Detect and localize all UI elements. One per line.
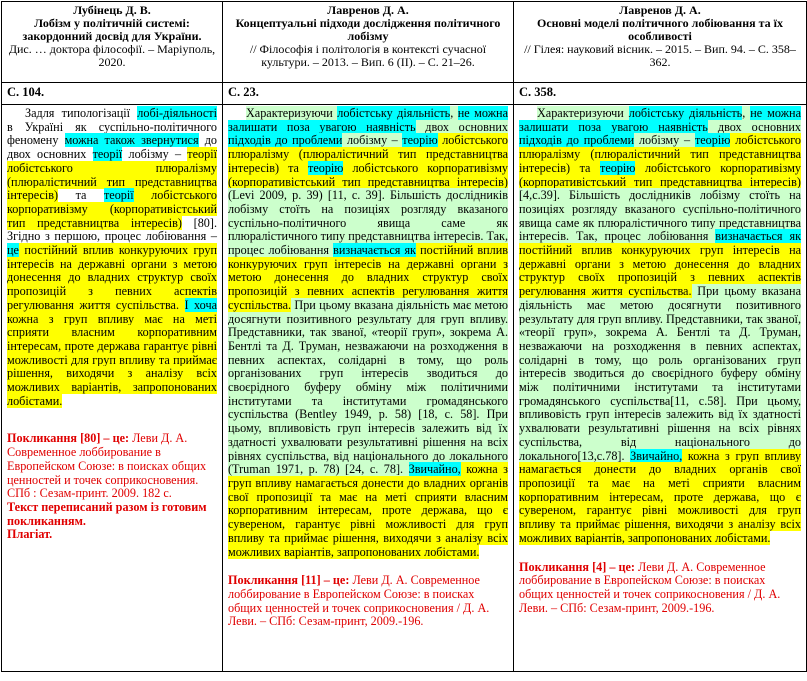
- plagiarism-note: Текст переписаний разом із готовим покликанням.: [7, 499, 207, 528]
- text-segment: лобізму –: [634, 133, 695, 148]
- text-paragraph: [519, 107, 801, 546]
- text-segment: ,: [742, 106, 751, 120]
- footnote: [228, 574, 508, 629]
- text-segment: Звичайно,: [408, 462, 461, 477]
- text-segment: При цьому вказана діяльність має метою досягнути позитивного результату для груп впливу. Представники, так званої, «теорії груп», зокрема А. Бентлі та Д. Труман, незважаючи на розходження в певних аспектах, солідарні в тому, що роль організованих груп інтересів зводиться до своєрідного буферу обміну між політичними інститутами та інститутами громадянського суспільства[11, с.58]. При цьому, впливовість груп інтересів залежить від їх здатності ухвалювати результативні рішення на всіх рівнях суспільства, від національного до локального[13,с.78].: [519, 284, 801, 463]
- text-paragraph: [7, 107, 217, 408]
- footnote-label: Покликання [4] – це:: [519, 559, 635, 574]
- text-segment: та: [58, 188, 104, 203]
- page-number: С. 23.: [223, 83, 514, 105]
- text-segment: Характеризуючи: [537, 106, 629, 120]
- footnote: [519, 561, 801, 616]
- text-segment: кожна з груп впливу намагається донести до владних органів свої пропозиції та має на меті сприяти власним корпоративним інтересам, проте держава, що є сувереном, гарантує рівні можливості для груп впливу та приймає рішення, виходячи з аналізу всіх можливих варіантів, запропонованих лобістами.: [519, 448, 801, 545]
- text-segment: [4,с.39]. Більшість дослідників лобізму стоїть на позиціях розгляду вказаного суспільно-політичного явища саме як плюралістичного типу представництва інтересів. Так, процес лобіювання: [519, 188, 801, 244]
- text-segment: постійний вплив конкуруючих груп інтересів на державні органи з метою донесення до владних структур своїх пропозицій з певних аспектів регулювання життя суспільства.: [7, 243, 217, 312]
- work-source: // Гілея: науковий вісник. – 2015. – Вип. 94. – С. 358–362.: [524, 42, 796, 69]
- footnote-label: Покликання [11] – це:: [228, 573, 350, 588]
- text-segment: (Levi 2009, p. 39) [11, с. 39]. Більшість дослідників лобізму стоїть на позиціях розгляду вказаного суспільно-політичного явища саме як плюралістичного типу представництва інтересів. Так, процес лобіювання: [228, 188, 508, 258]
- page-row: [2, 83, 807, 105]
- text-segment: лобістського корпоративізму (корпоративістський тип представництва інтересів): [228, 160, 508, 189]
- text-row: [2, 105, 807, 672]
- work-title: Основні моделі політичного лобіювання та їх особливості: [536, 16, 783, 43]
- header-cell-2: [223, 2, 514, 83]
- text-segment: [80]. Згідно з першою, процес лобіювання –: [7, 215, 217, 244]
- comparison-table: [1, 1, 807, 672]
- footnote-reference: Леви Д. А. Современное лоббирование в Европейском Союзе: в поисках общих ценностей и точек соприкосновения. СПб : Сезам-принт. 2009. 182 с.: [7, 431, 207, 501]
- text-segment: теорію: [308, 160, 344, 175]
- text-segment: можна також звернутися: [64, 133, 199, 148]
- author: Лавренов Д. А.: [327, 3, 409, 17]
- text-segment: лобізму –: [342, 133, 403, 148]
- text-segment: це: [7, 243, 19, 258]
- header-row: [2, 2, 807, 83]
- text-segment: теорію: [694, 133, 731, 148]
- text-segment: не можна залишати поза увагою наявність: [519, 106, 801, 134]
- text-paragraph: [228, 107, 508, 559]
- header-cell-3: [514, 2, 807, 83]
- text-segment: теорії: [92, 147, 123, 162]
- work-source: Дис. … доктора філософії. – Маріуполь, 2020.: [8, 42, 216, 69]
- text-segment: лобізму –: [122, 147, 188, 162]
- text-segment: лобістського плюралізму (плюралістичний тип представництва інтересів) та: [519, 133, 801, 175]
- text-segment: лобістського плюралізму (плюралістичний тип представництва інтересів) та: [228, 133, 508, 175]
- text-segment: визначається як: [715, 229, 801, 244]
- text-segment: підходів до проблеми: [228, 133, 343, 148]
- text-segment: лобістську діяльність: [337, 106, 451, 120]
- highlighted-text: [7, 107, 217, 408]
- text-cell-2: [223, 105, 514, 672]
- text-segment: теорію: [600, 160, 636, 175]
- text-segment: При цьому вказана діяльність має метою досягнути позитивного результату для груп впливу. Представники, так званої, «теорії груп», зокрема А. Бентлі та Д. Труман, незважаючи на розходження в певних аспектах, солідарні в тому, що роль організованих груп інтересів зводиться до своєрідного буферу обміну між політичними інститутами та інститутами громадянського суспільства (Bentley 1949, p. 58) [18, с. 58]. При цьому, впливовість груп інтересів залежить від їх здатності ухвалювати результативні рішення на всіх рівнях суспільства, від національного до локального (Truman 1971, p. 78) [24, с. 78].: [228, 297, 508, 477]
- text-segment: постійний вплив конкуруючих груп інтересів на державні органи з метою донесення до владних структур своїх пропозицій з певних аспектів регулювання життя суспільства.: [228, 243, 508, 312]
- text-segment: лобі-діяльності: [137, 106, 217, 120]
- text-segment: двох основних: [707, 119, 801, 134]
- page-number: С. 358.: [514, 83, 807, 105]
- text-segment: Характеризуючи: [246, 106, 338, 120]
- page-number: С. 104.: [2, 83, 223, 105]
- text-cell-3: [514, 105, 807, 672]
- text-segment: постійний вплив конкуруючих груп інтересів на державні органи з метою донесення до владних структур своїх пропозицій з певних аспектів регулювання життя суспільства.: [519, 243, 801, 299]
- text-segment: ,: [450, 106, 458, 120]
- work-title: Лобізм у політичній системі: закордонний досвід для України.: [22, 16, 202, 43]
- text-segment: лобістського корпоративізму (корпоративістський тип представництва інтересів): [7, 188, 217, 230]
- highlighted-text: [519, 107, 801, 546]
- work-title: Концептуальні підходи дослідження політичного лобізму: [235, 16, 501, 43]
- text-segment: лобістську діяльність: [628, 106, 743, 120]
- text-segment: Задля типологізації: [25, 106, 138, 120]
- text-segment: теорії лобістського плюралізму (плюралістичний тип представництва інтересів): [7, 147, 217, 203]
- text-segment: до двох основних: [7, 133, 217, 162]
- footnote-reference: Леви Д. А. Современное лоббирование в Европейском Союзе: в поисках общих ценностей и точек соприкосновения / Д. А. Леви. – СПб: Сезам-принт, 2009.-196.: [519, 559, 781, 615]
- text-segment: в Україні як суспільно-політичного феномену: [7, 119, 217, 148]
- footnote: [7, 432, 217, 542]
- footnote-label: Покликання [80] – це:: [7, 431, 130, 446]
- highlighted-text: [228, 107, 508, 559]
- footnote-reference: Леви Д. А. Современное лоббирование в Европейском Союзе: в поисках общих ценностей и точек соприкосновения / Д. А. Леви. – СПб: Сезам-принт, 2009.-196.: [228, 573, 490, 629]
- text-segment: І хоча: [184, 297, 217, 312]
- text-cell-1: [2, 105, 223, 672]
- text-segment: кожна з груп впливу має на меті сприяти власним корпоративним інтересам, проте держава гарантує рівні можливості для груп впливу та приймає рішення, виходячи з аналізу всіх можливих варіантів, запропонованих лобістами.: [7, 311, 217, 408]
- author: Лубінець Д. В.: [73, 3, 151, 17]
- work-source: // Філософія і політологія в контексті сучасної культури. – 2013. – Вип. 6 (ІІ). – С. 21–26.: [249, 42, 487, 69]
- text-segment: Звичайно,: [630, 448, 683, 463]
- text-segment: підходів до проблеми: [519, 133, 635, 148]
- text-segment: не можна залишати поза увагою наявність: [228, 106, 508, 134]
- text-segment: двох основних: [415, 119, 508, 134]
- header-cell-1: [2, 2, 223, 83]
- author: Лавренов Д. А.: [619, 3, 701, 17]
- text-segment: кожна з груп впливу намагається донести до владних органів свої пропозиції та має на меті сприяти власним корпоративним інтересам, проте держава, що є сувереном, гарантує рівні можливості для груп впливу та приймає рішення, виходячи з аналізу всіх можливих варіантів, запропонованих лобістами.: [228, 462, 508, 559]
- text-segment: теорію: [402, 133, 438, 148]
- text-segment: визначається як: [333, 243, 416, 258]
- plagiarism-verdict: Плагіат.: [7, 527, 53, 542]
- text-segment: теорії: [103, 188, 134, 203]
- text-segment: лобістського корпоративізму (корпоративістський тип представництва інтересів): [519, 160, 801, 189]
